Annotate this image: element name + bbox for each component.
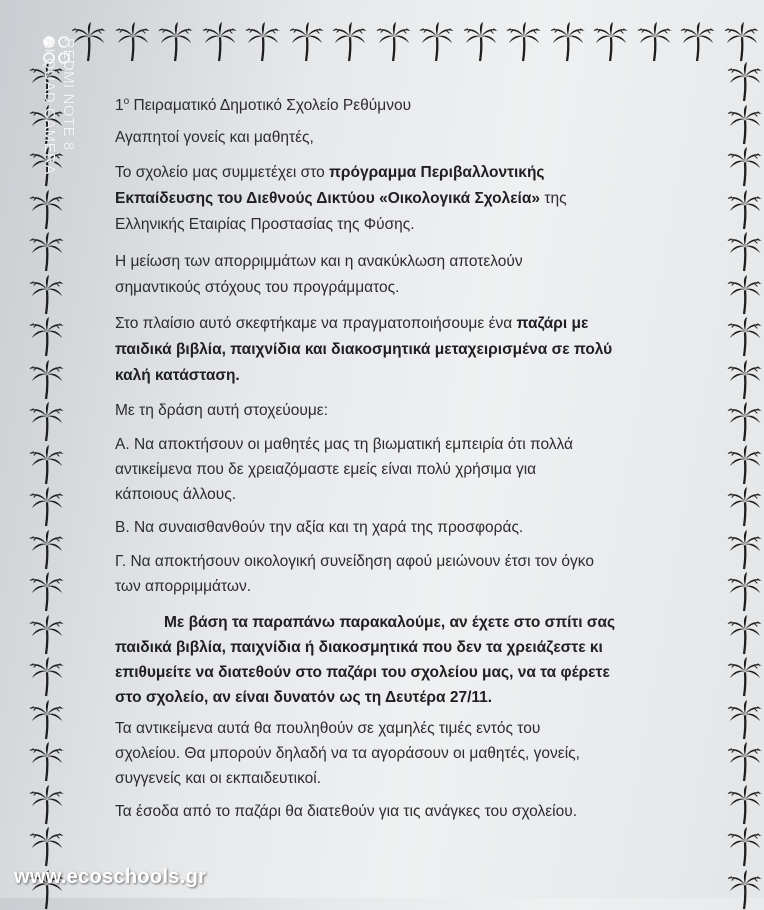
sale-line-2: σχολείου. Θα μπορούν δηλαδή να τα αγοράσουν οι μαθητές, γονείς, xyxy=(115,745,580,762)
palm-tree-icon xyxy=(726,530,764,570)
palm-tree-icon xyxy=(28,827,66,867)
palm-tree-icon xyxy=(726,402,764,442)
paragraph-1-line-3: Ελληνικής Εταιρίας Προστασίας της Φύσης. xyxy=(115,216,415,233)
palm-tree-icon xyxy=(375,22,413,62)
sale-line-1: Τα αντικείμενα αυτά θα πουληθούν σε χαμηλές τιμές εντός του xyxy=(115,720,541,737)
palm-tree-icon xyxy=(726,572,764,612)
palm-tree-icon xyxy=(418,22,456,62)
palm-tree-icon xyxy=(28,615,66,655)
bold-span: Εκπαίδευσης του Διεθνούς Δικτύου «Οικολογικά Σχολεία» xyxy=(115,190,541,207)
palm-tree-icon xyxy=(723,22,761,62)
palm-tree-icon xyxy=(726,190,764,230)
palm-tree-icon xyxy=(28,317,66,357)
goal-b-line-1: Β. Να συναισθανθούν την αξία και τη χαρά της προσφοράς. xyxy=(115,519,524,536)
request-line-2: παιδικά βιβλία, παιχνίδια ή διακοσμητικά που δεν τα χρειάζεστε κι xyxy=(115,639,603,656)
goal-c-line-1: Γ. Να αποκτήσουν οικολογική συνείδηση αφού μειώνουν έτσι τον όγκο xyxy=(115,553,594,570)
palm-tree-icon xyxy=(244,22,282,62)
palm-tree-icon xyxy=(726,445,764,485)
camera-watermark xyxy=(41,38,78,238)
goal-a-line-1: Α. Να αποκτήσουν οι μαθητές μας τη βιωματική εμπειρία ότι πολλά xyxy=(115,436,574,453)
paragraph-2-line-2: σημαντικούς στόχους του προγράμματος. xyxy=(115,279,400,296)
palm-tree-icon xyxy=(28,275,66,315)
sale-line-3: συγγενείς και οι εκπαιδευτικοί. xyxy=(115,770,322,787)
palm-tree-icon xyxy=(726,870,764,910)
palm-tree-icon xyxy=(462,22,500,62)
goal-a-line-2: αντικείμενα που δε χρειαζόμαστε εμείς είναι πολύ χρήσιμα για xyxy=(115,461,537,478)
palm-tree-icon xyxy=(28,402,66,442)
palm-tree-icon xyxy=(28,657,66,697)
palm-tree-icon xyxy=(28,572,66,612)
school-name-text: Πειραματικό Δημοτικό Σχολείο Ρεθύμνου xyxy=(129,97,412,115)
ordinal-suffix: ο xyxy=(123,96,130,107)
request-line-1: Με βάση τα παραπάνω παρακαλούμε, αν έχετε στο σπίτι σας xyxy=(164,614,616,631)
palm-tree-icon xyxy=(28,530,66,570)
palm-tree-icon xyxy=(726,105,764,145)
palm-tree-icon xyxy=(28,445,66,485)
palm-tree-icon xyxy=(726,657,764,697)
palm-tree-icon xyxy=(549,22,587,62)
palm-tree-icon xyxy=(28,785,66,825)
palm-tree-icon xyxy=(726,147,764,187)
palm-tree-icon xyxy=(726,487,764,527)
palm-tree-icon xyxy=(28,487,66,527)
paragraph-3-line-2: παιδικά βιβλία, παιχνίδια και διακοσμητικά μεταχειρισμένα σε πολύ xyxy=(115,341,613,358)
bold-span: παζάρι με xyxy=(516,315,589,332)
palm-tree-icon xyxy=(726,317,764,357)
watermark-camera: AI QUAD CAMERA xyxy=(41,38,58,176)
palm-tree-icon xyxy=(157,22,195,62)
paragraph-3-line-3: καλή κατάσταση. xyxy=(115,367,240,384)
paragraph-2-line-1: Η μείωση των απορριμμάτων και η ανακύκλωση αποτελούν xyxy=(115,253,523,270)
paragraph-1-line-1 xyxy=(115,163,544,182)
palm-tree-icon xyxy=(201,22,239,62)
palm-tree-icon xyxy=(726,742,764,782)
text-span: Το σχολείο μας συμμετέχει στο xyxy=(115,164,330,181)
paragraph-3-line-1 xyxy=(115,314,588,333)
palm-tree-icon xyxy=(726,615,764,655)
goal-a-line-3: κάποιους άλλους. xyxy=(115,486,237,503)
palm-tree-icon xyxy=(679,22,717,62)
text-span: Στο πλαίσιο αυτό σκεφτήκαμε να πραγματοποιήσουμε ένα xyxy=(115,315,517,332)
palm-tree-icon xyxy=(726,785,764,825)
palm-tree-icon xyxy=(726,62,764,102)
palm-tree-icon xyxy=(726,275,764,315)
bold-span: πρόγραμμα Περιβαλλοντικής xyxy=(329,164,545,181)
palm-tree-icon xyxy=(726,700,764,740)
paragraph-1-line-2 xyxy=(115,189,567,208)
watermark-model: REDMI NOTE 8 xyxy=(60,38,77,151)
palm-tree-icon xyxy=(726,827,764,867)
site-url-watermark: www.ecoschools.gr xyxy=(14,866,207,888)
request-line-3: επιθυμείτε να διατεθούν στο παζάρι του σχολείου μας, να τα φέρετε xyxy=(115,664,610,681)
palm-tree-icon xyxy=(726,232,764,272)
school-name xyxy=(115,92,411,115)
closing-line: Τα έσοδα από το παζάρι θα διατεθούν για τις ανάγκες του σχολείου. xyxy=(115,803,578,820)
palm-tree-icon xyxy=(28,360,66,400)
palm-tree-icon xyxy=(592,22,630,62)
school-number: 1 xyxy=(115,97,124,115)
palm-tree-icon xyxy=(636,22,674,62)
palm-tree-icon xyxy=(28,232,66,272)
palm-tree-icon xyxy=(288,22,326,62)
goals-intro: Με τη δράση αυτή στοχεύουμε: xyxy=(115,402,329,419)
palm-tree-icon xyxy=(726,360,764,400)
palm-tree-icon xyxy=(114,22,152,62)
goal-c-line-2: των απορριμμάτων. xyxy=(115,578,252,595)
palm-tree-icon xyxy=(28,700,66,740)
text-span: της xyxy=(540,190,567,207)
palm-tree-icon xyxy=(505,22,543,62)
request-line-4: στο σχολείο, αν είναι δυνατόν ως τη Δευτέρα 27/11. xyxy=(115,689,493,706)
greeting: Αγαπητοί γονείς και μαθητές, xyxy=(115,129,314,146)
palm-tree-icon xyxy=(28,742,66,782)
palm-tree-icon xyxy=(331,22,369,62)
